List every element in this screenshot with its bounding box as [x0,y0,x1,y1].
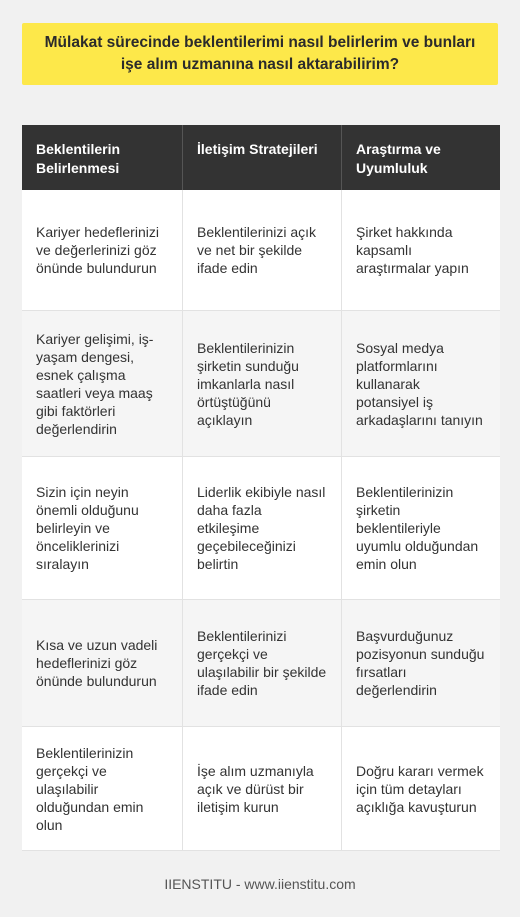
table-cell: Sizin için neyin önemli olduğunu belirleyin ve önceliklerinizi sıralayın [22,457,183,600]
table-row [22,311,500,457]
table-cell: Kariyer gelişimi, iş-yaşam dengesi, esnek çalışma saatleri veya maaş gibi faktörleri değerlendirin [22,311,183,457]
table-cell: Kariyer hedeflerinizi ve değerlerinizi göz önünde bulundurun [22,190,183,311]
comparison-table [22,125,500,851]
table-cell: Beklentilerinizi gerçekçi ve ulaşılabilir bir şekilde ifade edin [183,600,342,727]
table-row [22,600,500,727]
page-title: Mülakat sürecinde beklentilerimi nasıl belirlerim ve bunları işe alım uzmanına nasıl aktarabilirim? [44,34,476,73]
table-cell: Kısa ve uzun vadeli hedeflerinizi göz önünde bulundurun [22,600,183,727]
title-banner [22,23,498,85]
table-row [22,457,500,600]
table-row [22,727,500,851]
column-header: Beklentilerin Belirlenmesi [22,125,183,190]
table-row [22,190,500,311]
table-cell: Şirket hakkında kapsamlı araştırmalar yapın [342,190,500,311]
table-cell: İşe alım uzmanıyla açık ve dürüst bir iletişim kurun [183,727,342,851]
table-cell: Liderlik ekibiyle nasıl daha fazla etkileşime geçebileceğinizi belirtin [183,457,342,600]
table-cell: Başvurduğunuz pozisyonun sunduğu fırsatları değerlendirin [342,600,500,727]
footer-credit: IIENSTITU - www.iienstitu.com [164,876,356,892]
table-cell: Beklentilerinizin gerçekçi ve ulaşılabilir olduğundan emin olun [22,727,183,851]
table-header [22,125,500,190]
column-header: Araştırma ve Uyumluluk [356,141,441,176]
table-cell: Beklentilerinizin şirketin beklentileriyle uyumlu olduğundan emin olun [342,457,500,600]
table-cell: Beklentilerinizi açık ve net bir şekilde ifade edin [183,190,342,311]
table-cell: Sosyal medya platformlarını kullanarak potansiyel iş arkadaşlarını tanıyın [342,311,500,457]
column-header: İletişim Stratejileri [183,125,342,190]
table-cell: Doğru kararı vermek için tüm detayları açıklığa kavuşturun [342,727,500,851]
table-cell: Beklentilerinizin şirketin sunduğu imkanlarla nasıl örtüştüğünü açıklayın [183,311,342,457]
